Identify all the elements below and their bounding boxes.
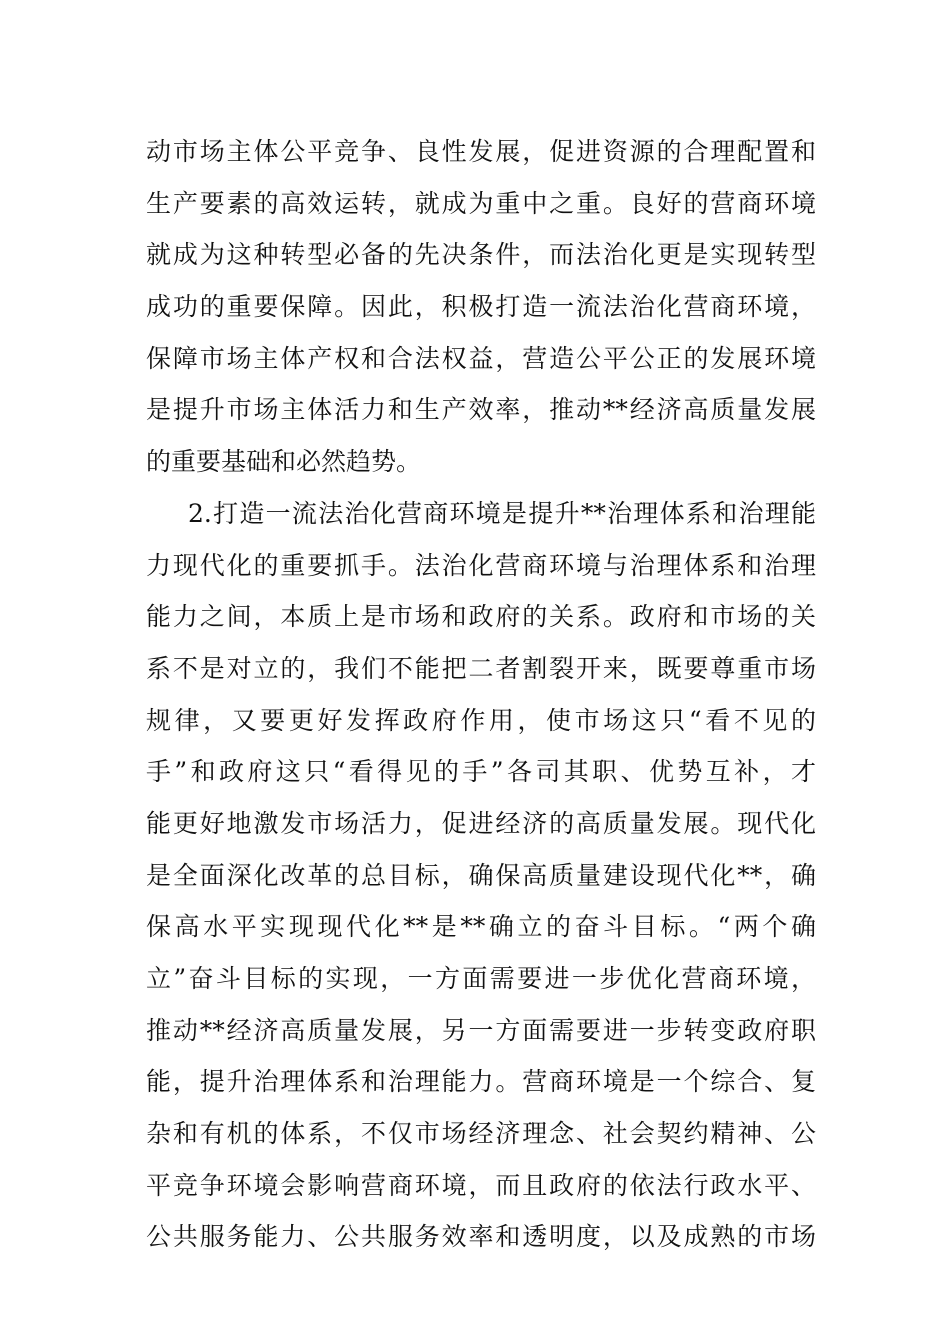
text-line: 杂和有机的体系，不仅市场经济理念、社会契约精神、公: [146, 1119, 816, 1149]
body-text: [146, 126, 816, 1263]
text-line: 的重要基础和必然趋势。: [146, 447, 422, 477]
text-line: 系不是对立的，我们不能把二者割裂开来，既要尊重市场: [146, 653, 816, 683]
text-line: 手”和政府这只“看得见的手”各司其职、优势互补，才: [146, 757, 816, 787]
text-line: 是全面深化改革的总目标，确保高质量建设现代化**，确: [146, 860, 816, 890]
text-line: 平竞争环境会影响营商环境，而且政府的依法行政水平、: [146, 1170, 816, 1200]
text-line: 推动**经济高质量发展，另一方面需要进一步转变政府职: [146, 1015, 816, 1045]
section-heading-line: 2.打造一流法治化营商环境是提升**治理体系和治理能: [188, 498, 816, 528]
text-line: 规律，又要更好发挥政府作用，使市场这只“看不见的: [146, 705, 816, 735]
text-line: 能力之间，本质上是市场和政府的关系。政府和市场的关: [146, 602, 816, 632]
text-line: 立”奋斗目标的实现，一方面需要进一步优化营商环境，: [146, 964, 816, 993]
text-line: 生产要素的高效运转，就成为重中之重。良好的营商环境: [146, 188, 816, 218]
text-line: 力现代化的重要抓手。法治化营商环境与治理体系和治理: [146, 550, 816, 580]
text-line: 公共服务能力、公共服务效率和透明度，以及成熟的市场: [146, 1222, 816, 1252]
text-line: 成功的重要保障。因此，积极打造一流法治化营商环境，: [146, 292, 816, 322]
text-line: 能，提升治理体系和治理能力。营商环境是一个综合、复: [146, 1067, 816, 1097]
text-line: 动市场主体公平竞争、良性发展，促进资源的合理配置和: [146, 137, 816, 166]
text-line: 保障市场主体产权和合法权益，营造公平公正的发展环境: [146, 343, 816, 373]
text-line: 是提升市场主体活力和生产效率，推动**经济高质量发展: [146, 395, 816, 425]
text-line: 就成为这种转型必备的先决条件，而法治化更是实现转型: [146, 240, 816, 270]
text-line: 能更好地激发市场活力，促进经济的高质量发展。现代化: [146, 808, 816, 838]
text-line: 保高水平实现现代化**是**确立的奋斗目标。“两个确: [146, 912, 816, 942]
